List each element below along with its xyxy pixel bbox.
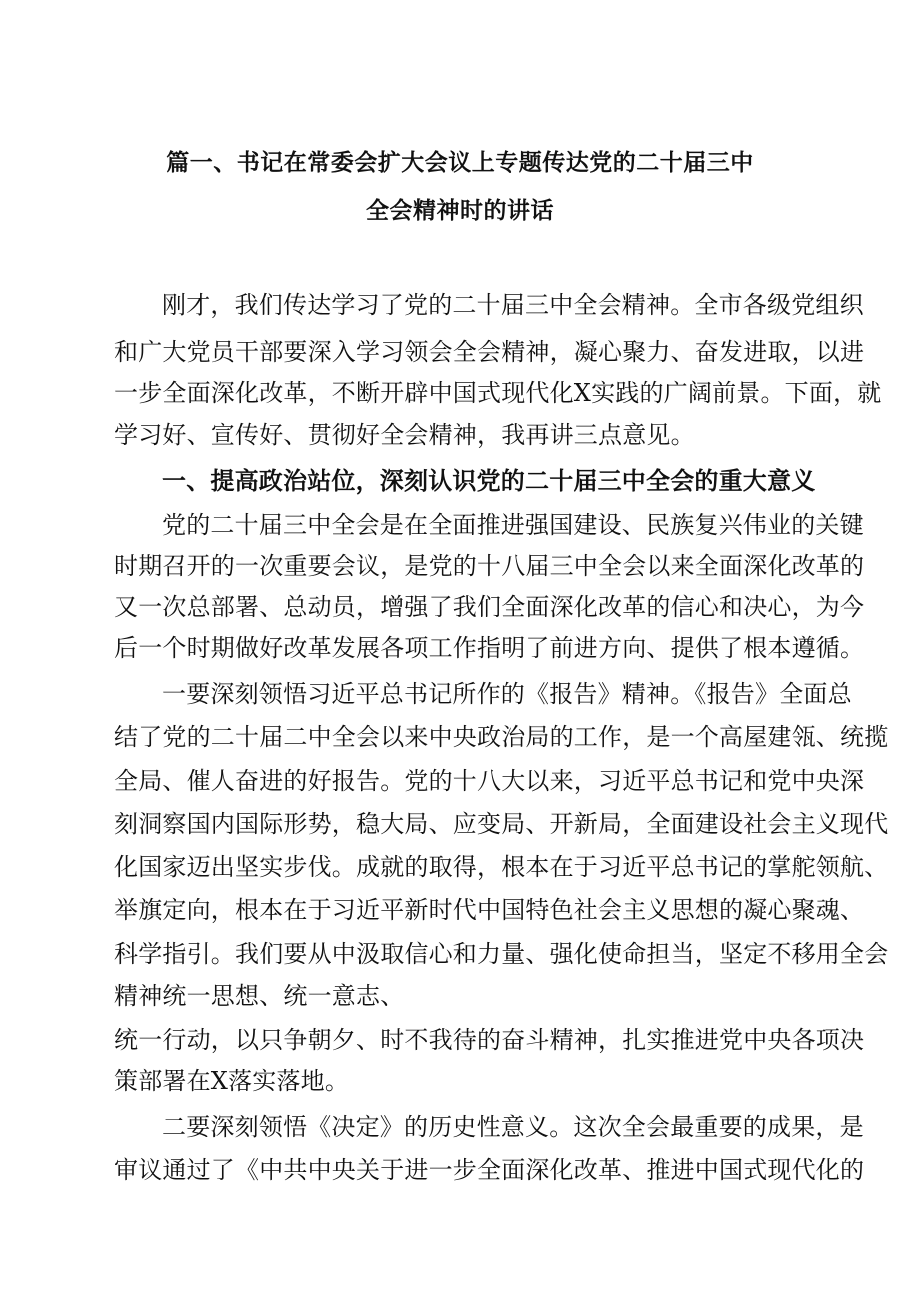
paragraph-line: 一要深刻领悟习近平总书记所作的《报告》精神。《报告》全面总 (162, 680, 852, 708)
paragraph-line: 审议通过了《中共中央关于进一步全面深化改革、推进中国式现代化的 (114, 1156, 865, 1184)
paragraph-line: 举旗定向，根本在于习近平新时代中国特色社会主义思想的凝心聚魂、 (114, 896, 865, 924)
paragraph-line: 刻洞察国内国际形势，稳大局、应变局、开新局，全面建设社会主义现代 (114, 810, 889, 838)
paragraph-line: 全局、催人奋进的好报告。党的十八大以来，习近平总书记和党中央深 (114, 767, 865, 795)
paragraph-line: 化国家迈出坚实步伐。成就的取得，根本在于习近平总书记的掌舵领航、 (114, 853, 889, 881)
paragraph-line: 科学指引。我们要从中汲取信心和力量、强化使命担当，坚定不移用全会 (114, 940, 889, 968)
paragraph-line: 和广大党员干部要深入学习领会全会精神，凝心聚力、奋发进取，以进 (114, 338, 865, 366)
paragraph-line: 统一行动，以只争朝夕、时不我待的奋斗精神，扎实推进党中央各项决 (114, 1026, 865, 1054)
paragraph-line: 刚才，我们传达学习了党的二十届三中全会精神。全市各级党组织 (162, 291, 864, 319)
section-heading: 一、提高政治站位，深刻认识党的二十届三中全会的重大意义 (162, 466, 816, 495)
document-title-line-2: 全会精神时的讲话 (366, 197, 554, 224)
paragraph-line: 又一次总部署、总动员，增强了我们全面深化改革的信心和决心，为今 (114, 593, 865, 621)
paragraph-line: 精神统一思想、统一意志、 (114, 982, 405, 1010)
paragraph-line: 结了党的二十届二中全会以来中央政治局的工作，是一个高屋建瓴、统揽 (114, 723, 889, 751)
paragraph-line: 学习好、宣传好、贯彻好全会精神，我再讲三点意见。 (114, 421, 695, 449)
paragraph-line: 时期召开的一次重要会议，是党的十八届三中全会以来全面深化改革的 (114, 552, 865, 580)
paragraph-line: 后一个时期做好改革发展各项工作指明了前进方向、提供了根本遵循。 (114, 634, 865, 662)
paragraph-line: 二要深刻领悟《决定》的历史性意义。这次全会最重要的成果，是 (162, 1113, 864, 1141)
paragraph-line: 党的二十届三中全会是在全面推进强国建设、民族复兴伟业的关键 (162, 511, 864, 539)
paragraph-line: 策部署在X落实落地。 (114, 1067, 350, 1095)
document-title-line-1: 篇一、书记在常委会扩大会议上专题传达党的二十届三中 (166, 149, 754, 176)
paragraph-line: 一步全面深化改革，不断开辟中国式现代化X实践的广阔前景。下面，就 (114, 379, 882, 407)
